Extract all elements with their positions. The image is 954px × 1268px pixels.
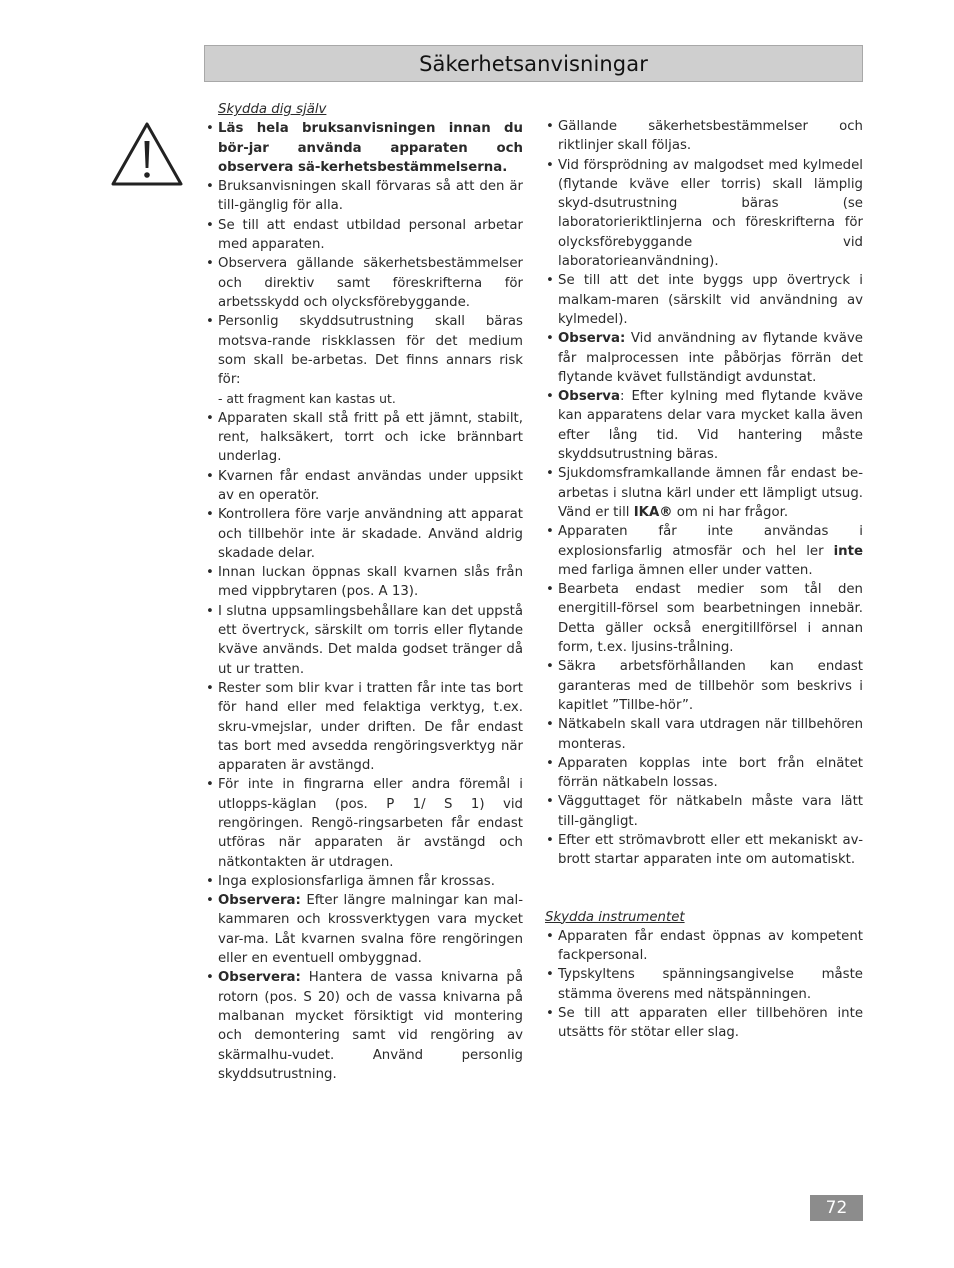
item-text: om ni har frågor. bbox=[672, 504, 789, 520]
list-item: • Se till att apparaten eller tillbehören inte utsätts för stötar eller slag. bbox=[545, 1004, 863, 1043]
item-text: Observera gällande säkerhetsbestämmelser och direktiv samt föreskrifterna för arbetsskydd och olycksförebyggande. bbox=[218, 256, 523, 310]
list-item bbox=[545, 156, 863, 272]
item-text: För inte in fingrarna eller andra föremål i utlopps-käglan (pos. P 1/ S 1) vid rengöringen. Rengö-ringsarbeten får endast utföras när apparaten är avstängd och nätkontakten är utdragen. bbox=[218, 777, 523, 870]
sub-text: - att fragment kan kastas ut. bbox=[218, 391, 396, 407]
bold-text: Läs hela bruksanvisningen innan du bör-jar använda apparaten och observera sä-kerhetsbestämmelserna. bbox=[218, 121, 523, 175]
list-item bbox=[205, 679, 523, 775]
list-item bbox=[545, 522, 863, 580]
item-text: I slutna uppsamlingsbehållare kan det uppstå ett övertryck, särskilt om torris eller flytande kväve används. Det malda godset tränger då ut ur tratten. bbox=[218, 603, 523, 677]
item-text: Vid användning av flytande kväve får malprocessen inte påbörjas förrän det flytande kvävet fullständigt avdunstat. bbox=[558, 331, 863, 385]
item-text: Rester som blir kvar i tratten får inte tas bort för hand eller med felaktiga verktyg, t.ex. skru-vmejslar, under driften. De får endast tas bort med avsedda rengöringsverktyg när apparaten är avstängd. bbox=[218, 680, 523, 774]
list-item bbox=[205, 891, 523, 968]
list-item bbox=[545, 657, 863, 715]
page-title-bar bbox=[204, 45, 863, 82]
list-item bbox=[545, 715, 863, 754]
item-text-pre: Sjukdomsframkallande ämnen får endast be-arbetas i slutna kärl under ett lämpligt utsug. Vänd er till bbox=[558, 466, 863, 520]
list-item bbox=[205, 563, 523, 602]
list-item: • Apparaten får endast öppnas av kompetent fackpersonal. bbox=[545, 927, 863, 966]
bold-text: Observa bbox=[558, 389, 620, 405]
list-item bbox=[205, 119, 523, 177]
item-text: Apparaten skall stå fritt på ett jämnt, stabilt, rent, halksäkert, torrt och icke brännbart underlag. bbox=[218, 410, 523, 465]
item-text-pre: Apparaten får inte användas i explosionsfarlig atmosfär och hel ler bbox=[558, 524, 863, 559]
list-item bbox=[205, 409, 523, 467]
warning-triangle-icon bbox=[111, 121, 183, 187]
list-item bbox=[545, 329, 863, 387]
item-text: Se till att det inte byggs upp övertryck i malkam-maren (särskilt vid användning av kylmedel). bbox=[558, 273, 863, 327]
item-text: Se till att endast utbildad personal arbetar med apparaten. bbox=[218, 217, 523, 253]
section-heading-protect-instrument: Skydda instrumentet bbox=[545, 909, 685, 925]
item-text: Vägguttaget för nätkabeln måste vara lätt till-gängligt. bbox=[558, 794, 863, 829]
list-item bbox=[205, 177, 523, 216]
right-column bbox=[545, 117, 863, 1043]
page-title: Säkerhetsanvisningar bbox=[419, 51, 648, 76]
list-item bbox=[205, 968, 523, 1084]
item-text: Säkra arbetsförhållanden kan endast garanteras med de tillbehör som beskrivs i kapitlet ”Tillbe-hör”. bbox=[558, 659, 863, 713]
list-item bbox=[205, 312, 523, 408]
item-text: Nätkabeln skall vara utdragen när tillbehören monteras. bbox=[558, 717, 863, 752]
list-item bbox=[205, 775, 523, 871]
bold-text: IKA® bbox=[633, 504, 673, 520]
item-text: : Efter kylning med flytande kväve kan apparatens delar vara mycket kalla även efter lång tid. Vid hantering måste skyddsutrustning bäras. bbox=[558, 389, 863, 463]
list-item bbox=[545, 387, 863, 464]
list-item bbox=[205, 254, 523, 312]
list-item: • Typskyltens spänningsangivelse måste stämma överens med nätspänningen. bbox=[545, 965, 863, 1004]
bold-text: Observera: bbox=[218, 893, 301, 909]
item-text: Apparaten kopplas inte bort från elnätet förrän nätkabeln lossas. bbox=[558, 755, 863, 791]
item-text: Efter längre malningar kan mal-kammaren och krossverktygen vara mycket var-ma. Låt kvarnen svalna före rengöringen eller en eventuell ombyggnad. bbox=[218, 893, 523, 967]
section-heading-protect-yourself: Skydda dig själv bbox=[218, 102, 327, 117]
item-text: med farliga ämnen eller under vatten. bbox=[558, 562, 813, 578]
list-item bbox=[545, 792, 863, 831]
item-text: Gällande säkerhetsbestämmelser och riktlinjer skall följas. bbox=[558, 119, 863, 154]
bold-text: inte bbox=[833, 543, 863, 559]
right-bullet-list-2 bbox=[545, 927, 863, 1043]
list-item bbox=[545, 580, 863, 657]
item-text: Kvarnen får endast användas under uppsikt av en operatör. bbox=[218, 468, 523, 503]
item-text: Personlig skyddsutrustning skall bäras motsva-rande riskklassen för det medium som skall be-arbetas. Det finns annars risk för: bbox=[218, 314, 523, 388]
item-text: Vid försprödning av malgodset med kylmedel (flytande kväve eller torris) skall lämplig skyd-dsutrustning bäras (se laboratorieriktlinjerna och föreskrifterna för olycksförebyggande vid laboratorieanvändning). bbox=[558, 157, 863, 270]
left-bullet-list bbox=[205, 119, 523, 1084]
item-text: Efter ett strömavbrott eller ett mekaniskt av-brott startar apparaten inte om automatiskt. bbox=[558, 832, 863, 868]
list-item bbox=[545, 831, 863, 870]
list-item bbox=[545, 754, 863, 793]
list-item bbox=[205, 505, 523, 563]
left-column bbox=[205, 100, 523, 1084]
item-text: Kontrollera före varje användning att apparat och tillbehör inte är skadade. Använd aldrig skadade delar. bbox=[218, 507, 523, 561]
list-item bbox=[205, 602, 523, 679]
item-text: Inga explosionsfarliga ämnen får krossas. bbox=[218, 873, 495, 889]
right-bullet-list bbox=[545, 117, 863, 870]
bold-text: Observera: bbox=[218, 970, 301, 986]
item-text: Bearbeta endast medier som tål den energitill-försel som bearbetningen innebär. Detta gäller också energitillförsel i annan form, t.ex. ljusins-trålning. bbox=[558, 582, 863, 656]
item-text: Bruksanvisningen skall förvaras så att den är till-gänglig för alla. bbox=[218, 179, 523, 214]
list-item bbox=[205, 467, 523, 506]
list-item bbox=[545, 464, 863, 522]
list-item bbox=[545, 271, 863, 329]
item-text: Innan luckan öppnas skall kvarnen slås från med vippbrytaren (pos. A 13). bbox=[218, 565, 523, 600]
item-text: Hantera de vassa knivarna på rotorn (pos. S 20) och de vassa knivarna på malbanan mycket försiktigt vid montering och demontering samt vid rengöring av skärmalhu-vudet. Använd personlig skyddsutrustning. bbox=[218, 970, 523, 1082]
bold-text: Observa: bbox=[558, 331, 626, 347]
list-item bbox=[205, 872, 523, 891]
list-item bbox=[545, 117, 863, 156]
page-number: 72 bbox=[810, 1195, 863, 1221]
list-item bbox=[205, 216, 523, 255]
